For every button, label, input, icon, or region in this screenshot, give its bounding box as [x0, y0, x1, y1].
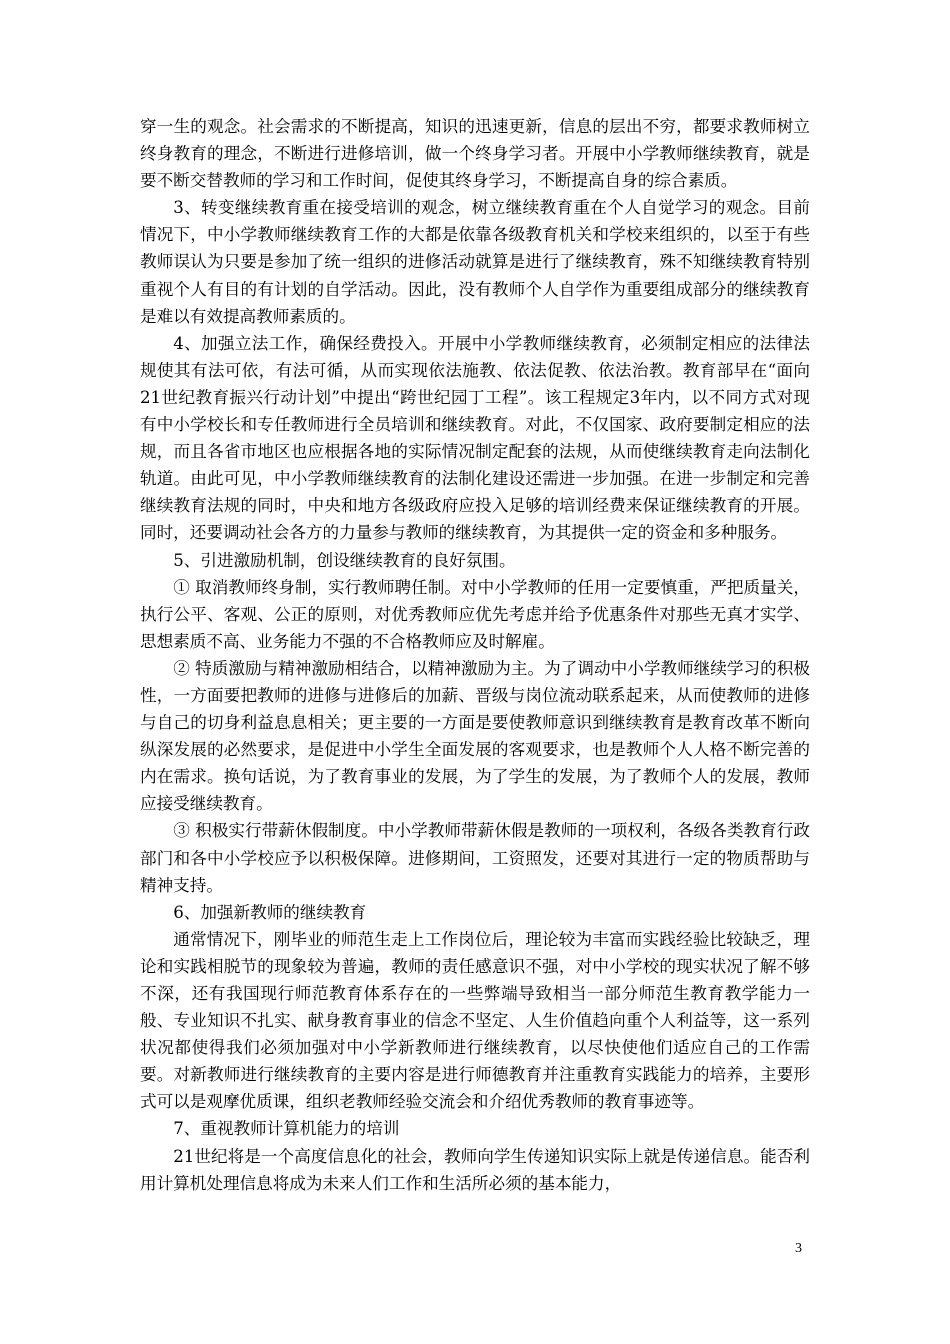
paragraph-5-1: ① 取消教师终身制，实行教师聘任制。对中小学教师的任用一定要慎重，严把质量关，执行公平、客观、公正的原则，对优秀教师应优先考虑并给予优惠条件对那些无真才实学、思想素质不高、业务能力不强的不合格教师应及时解雇。 [140, 577, 810, 651]
page-number: 3 [795, 1241, 802, 1256]
section-heading-6: 6、加强新教师的继续教育 [173, 902, 367, 922]
paragraph-3: 4、加强立法工作，确保经费投入。开展中小学教师继续教育，必须制定相应的法律法规使其有法可依，有法可循，从而实现依法施教、依法促教、依法治教。教育部早在“面向21世纪教育振兴行动计划”中提出“跨世纪园丁工程”。该工程规定3年内，以不同方式对现有中小学校长和专任教师进行全员培训和继续教育。对此，不仅国家、政府要制定相应的法规，而且各省市地区也应根据各地的实际情况制定配套的法规，从而使继续教育走向法制化轨道。由此可见，中小学教师继续教育的法制化建设还需进一步加强。在进一步制定和完善继续教育法规的同时，中央和地方各级政府应投入足够的培训经费来保证继续教育的开展。同时，还要调动社会各方的力量参与教师的继续教育，为其提供一定的资金和多种服务。 [140, 333, 810, 543]
paragraph-5-2: ② 特质激励与精神激励相结合，以精神激励为主。为了调动中小学教师继续学习的积极性，一方面要把教师的进修与进修后的加薪、晋级与岗位流动联系起来，从而使教师的进修与自己的切身利益息息相关；更主要的一方面是要使教师意识到继续教育是教育改革不断向纵深发展的必然要求，是促进中小学生全面发展的客观要求，也是教师个人人格不断完善的内在需求。换句话说，为了教育事业的发展，为了学生的发展，为了教师个人的发展，教师应接受继续教育。 [140, 658, 810, 814]
paragraph-1: 穿一生的观念。社会需求的不断提高，知识的迅速更新，信息的层出不穷，都要求教师树立终身教育的理念，不断进行进修培训，做一个终身学习者。开展中小学教师继续教育，就是要不断交替教师的学习和工作时间，促使其终身学习，不断提高自身的综合素质。 [140, 117, 810, 191]
document-body [140, 113, 810, 1197]
paragraph-7: 21世纪将是一个高度信息化的社会，教师向学生传递知识实际上就是传递信息。能否利用计算机处理信息将成为未来人们工作和生活所必须的基本能力， [140, 1146, 810, 1193]
section-heading-5: 5、引进激励机制，创设继续教育的良好氛围。 [173, 550, 516, 570]
paragraph-2: 3、转变继续教育重在接受培训的观念，树立继续教育重在个人自觉学习的观念。目前情况下，中小学教师继续教育工作的大都是依靠各级教育机关和学校来组织的，以至于有些教师误认为只要是参加了统一组织的进修活动就算是进行了继续教育，殊不知继续教育特别重视个人有目的有计划的自学活动。因此，没有教师个人自学作为重要组成部分的继续教育是难以有效提高教师素质的。 [140, 198, 810, 326]
section-heading-7: 7、重视教师计算机能力的培训 [173, 1119, 400, 1139]
paragraph-6: 通常情况下，刚毕业的师范生走上工作岗位后，理论较为丰富而实践经验比较缺乏，理论和实践相脱节的现象较为普遍，教师的责任感意识不强，对中小学校的现实状况了解不够不深，还有我国现行师范教育体系存在的一些弊端导致相当一部分师范生教育教学能力一般、专业知识不扎实、献身教育事业的信念不坚定、人生价值趋向重个人利益等，这一系列状况都使得我们必须加强对中小学新教师进行继续教育，以尽快使他们适应自己的工作需要。对新教师进行继续教育的主要内容是进行师德教育并注重教育实践能力的培养，主要形式可以是观摩优质课，组织老教师经验交流会和介绍优秀教师的教育事迹等。 [140, 929, 810, 1112]
paragraph-5-3: ③ 积极实行带薪休假制度。中小学教师带薪休假是教师的一项权利，各级各类教育行政部门和各中小学校应予以积极保障。进修期间，工资照发，还要对其进行一定的物质帮助与精神支持。 [140, 821, 810, 895]
